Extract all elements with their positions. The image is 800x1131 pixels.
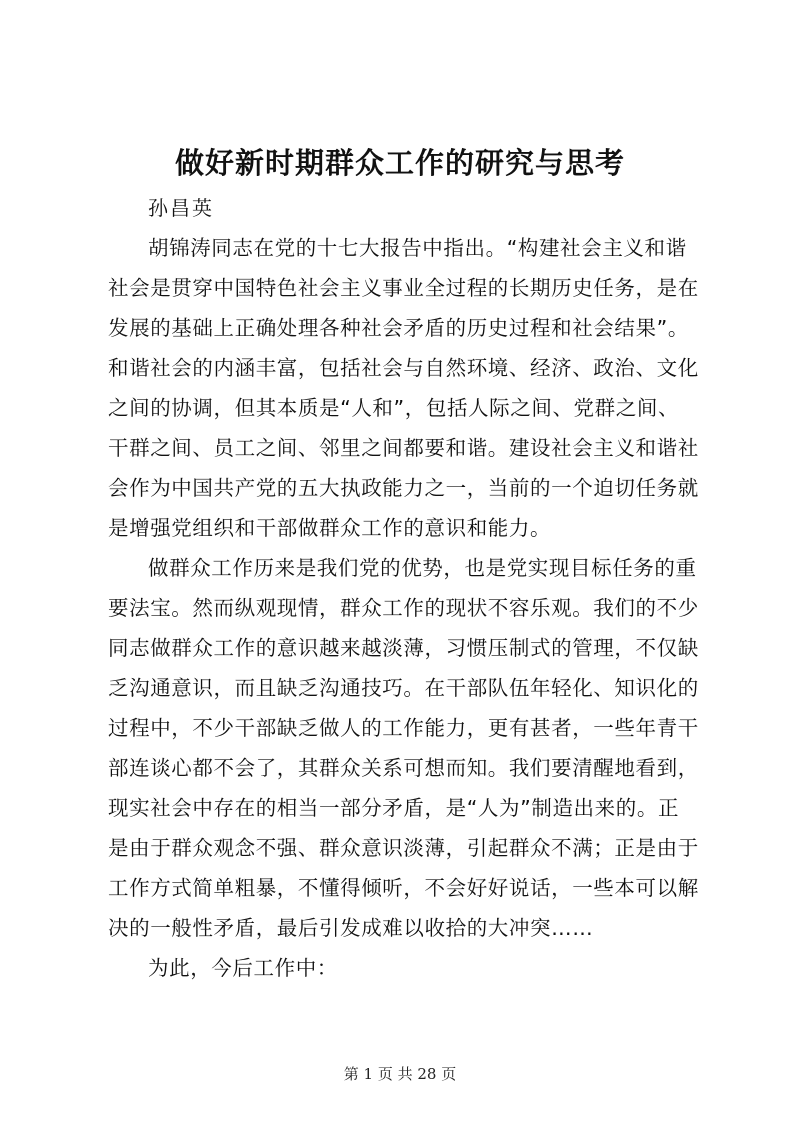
paragraph-2-line: 现实社会中存在的相当一部分矛盾，是“人为”制造出来的。正 [108,796,680,820]
paragraph-1-line: 发展的基础上正确处理各种社会矛盾的历史过程和社会结果”。 [108,316,689,340]
author-name: 孙昌英 [148,196,214,220]
paragraph-1-line: 干群之间、员工之间、邻里之间都要和谐。建设社会主义和谐社 [108,436,699,460]
page-footer: 第 1 页 共 28 页 [343,1065,457,1083]
paragraph-2-line: 是由于群众观念不强、群众意识淡薄，引起群众不满；正是由于 [108,836,699,860]
paragraph-1-line: 会作为中国共产党的五大执政能力之一，当前的一个迫切任务就 [108,476,699,500]
paragraph-2-line: 乏沟通意识，而且缺乏沟通技巧。在干部队伍年轻化、知识化的 [108,676,699,700]
paragraph-1-line: 胡锦涛同志在党的十七大报告中指出。“构建社会主义和谐 [148,236,687,260]
paragraph-2-line: 工作方式简单粗暴，不懂得倾听，不会好好说话，一些本可以解 [108,876,699,900]
paragraph-2-line: 部连谈心都不会了，其群众关系可想而知。我们要清醒地看到， [108,756,699,780]
paragraph-1-line: 之间的协调，但其本质是“人和”，包括人际之间、党群之间、 [108,396,680,420]
paragraph-2-line: 做群众工作历来是我们党的优势，也是党实现目标任务的重 [148,556,697,580]
document-title: 做好新时期群众工作的研究与思考 [174,146,625,180]
paragraph-3-line: 为此，今后工作中： [148,956,338,980]
paragraph-1-line: 和谐社会的内涵丰富，包括社会与自然环境、经济、政治、文化 [108,356,699,380]
paragraph-1-line: 社会是贯穿中国特色社会主义事业全过程的长期历史任务，是在 [108,276,699,300]
paragraph-2-line: 过程中，不少干部缺乏做人的工作能力，更有甚者，一些年青干 [108,716,699,740]
paragraph-2-line: 决的一般性矛盾，最后引发成难以收拾的大冲突…… [108,916,594,940]
paragraph-1-line: 是增强党组织和干部做群众工作的意识和能力。 [108,516,552,540]
paragraph-2-line: 同志做群众工作的意识越来越淡薄，习惯压制式的管理，不仅缺 [108,636,699,660]
paragraph-2-line: 要法宝。然而纵观现情，群众工作的现状不容乐观。我们的不少 [108,596,699,620]
